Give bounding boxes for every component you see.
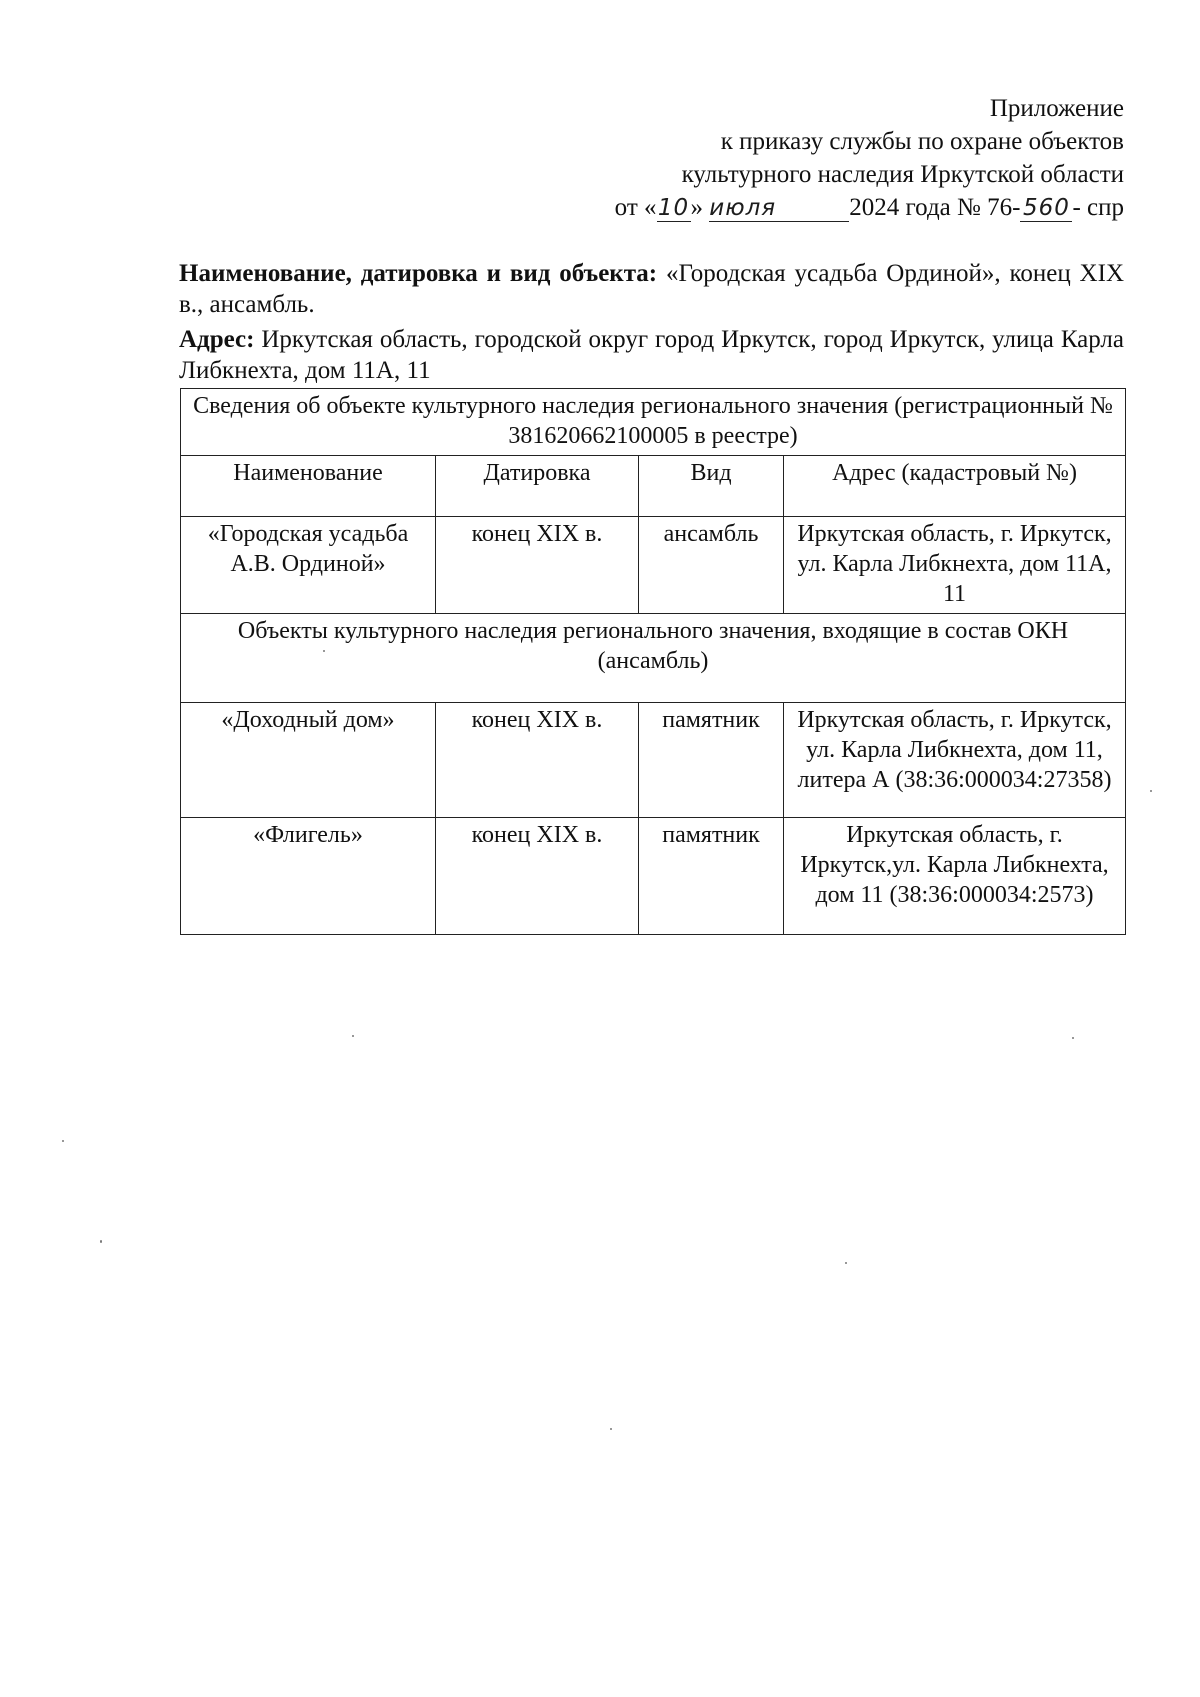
scan-speck [100,1240,102,1243]
column-header-dating: Датировка [436,456,639,517]
scan-speck [1072,1037,1074,1039]
handwritten-month: июля [709,195,849,222]
cell-dating: конец XIX в. [436,517,639,614]
scan-speck [845,1262,847,1264]
cell-name: «Городская усадьба А.В. Ординой» [181,517,436,614]
address-value: Иркутская область, городской округ город Иркутск, город Иркутск, улица Карла Либкнехта, дом 11А, 11 [179,326,1125,384]
heritage-register-table [180,388,1126,935]
order-date-line [615,191,1124,224]
table-row [181,818,1126,935]
column-header-type: Вид [639,456,784,517]
cell-name: «Флигель» [181,818,436,935]
date-mid: » [690,194,704,221]
handwritten-order-number: 560 [1020,195,1072,222]
cell-dating: конец XIX в. [436,703,639,818]
scan-speck [610,1428,612,1430]
object-label: Наименование, датировка и вид объекта: [179,260,658,287]
cell-address: Иркутская область, г. Иркутск,ул. Карла Либкнехта, дом 11 (38:36:000034:2573) [784,818,1126,935]
table-row [181,703,1126,818]
column-header-name: Наименование [181,456,436,517]
cell-type: памятник [639,818,784,935]
cell-type: памятник [639,703,784,818]
appendix-line-3: культурного наследия Иркутской области [681,161,1124,188]
order-suffix: - спр [1072,194,1124,221]
address-label: Адрес: [179,326,255,353]
appendix-line-2: к приказу службы по охране объектов [720,128,1124,155]
handwritten-day: 10 [657,195,690,221]
table-header-row [181,456,1126,517]
cell-address: Иркутская область, г. Иркутск, ул. Карла Либкнехта, дом 11, литера А (38:36:000034:27358) [784,703,1126,818]
cell-name: «Доходный дом» [181,703,436,818]
cell-address: Иркутская область, г. Иркутск, ул. Карла Либкнехта, дом 11А, 11 [784,517,1126,614]
cell-type: ансамбль [639,517,784,614]
date-prefix: от « [614,194,657,221]
object-value: «Городская усадьба Ординой», конец XIX в., ансамбль. [179,260,1124,318]
cell-dating: конец XIX в. [436,818,639,935]
column-header-address: Адрес (кадастровый №) [784,456,1126,517]
year-text: 2024 года № 76- [849,194,1021,221]
appendix-title: Приложение [989,95,1124,122]
table-row [181,517,1126,614]
scan-speck [1150,790,1152,792]
appendix-header [615,92,1124,224]
table-subcaption: Объекты культурного наследия регионального значения, входящие в состав ОКН (ансамбль) [181,614,1126,703]
object-address [179,324,1124,386]
object-description [179,258,1124,320]
scan-speck [62,1140,64,1142]
scan-speck [323,650,325,652]
scan-speck [352,1035,354,1037]
table-caption: Сведения об объекте культурного наследия регионального значения (регистрационный № 381620662100005 в реестре) [181,389,1126,456]
